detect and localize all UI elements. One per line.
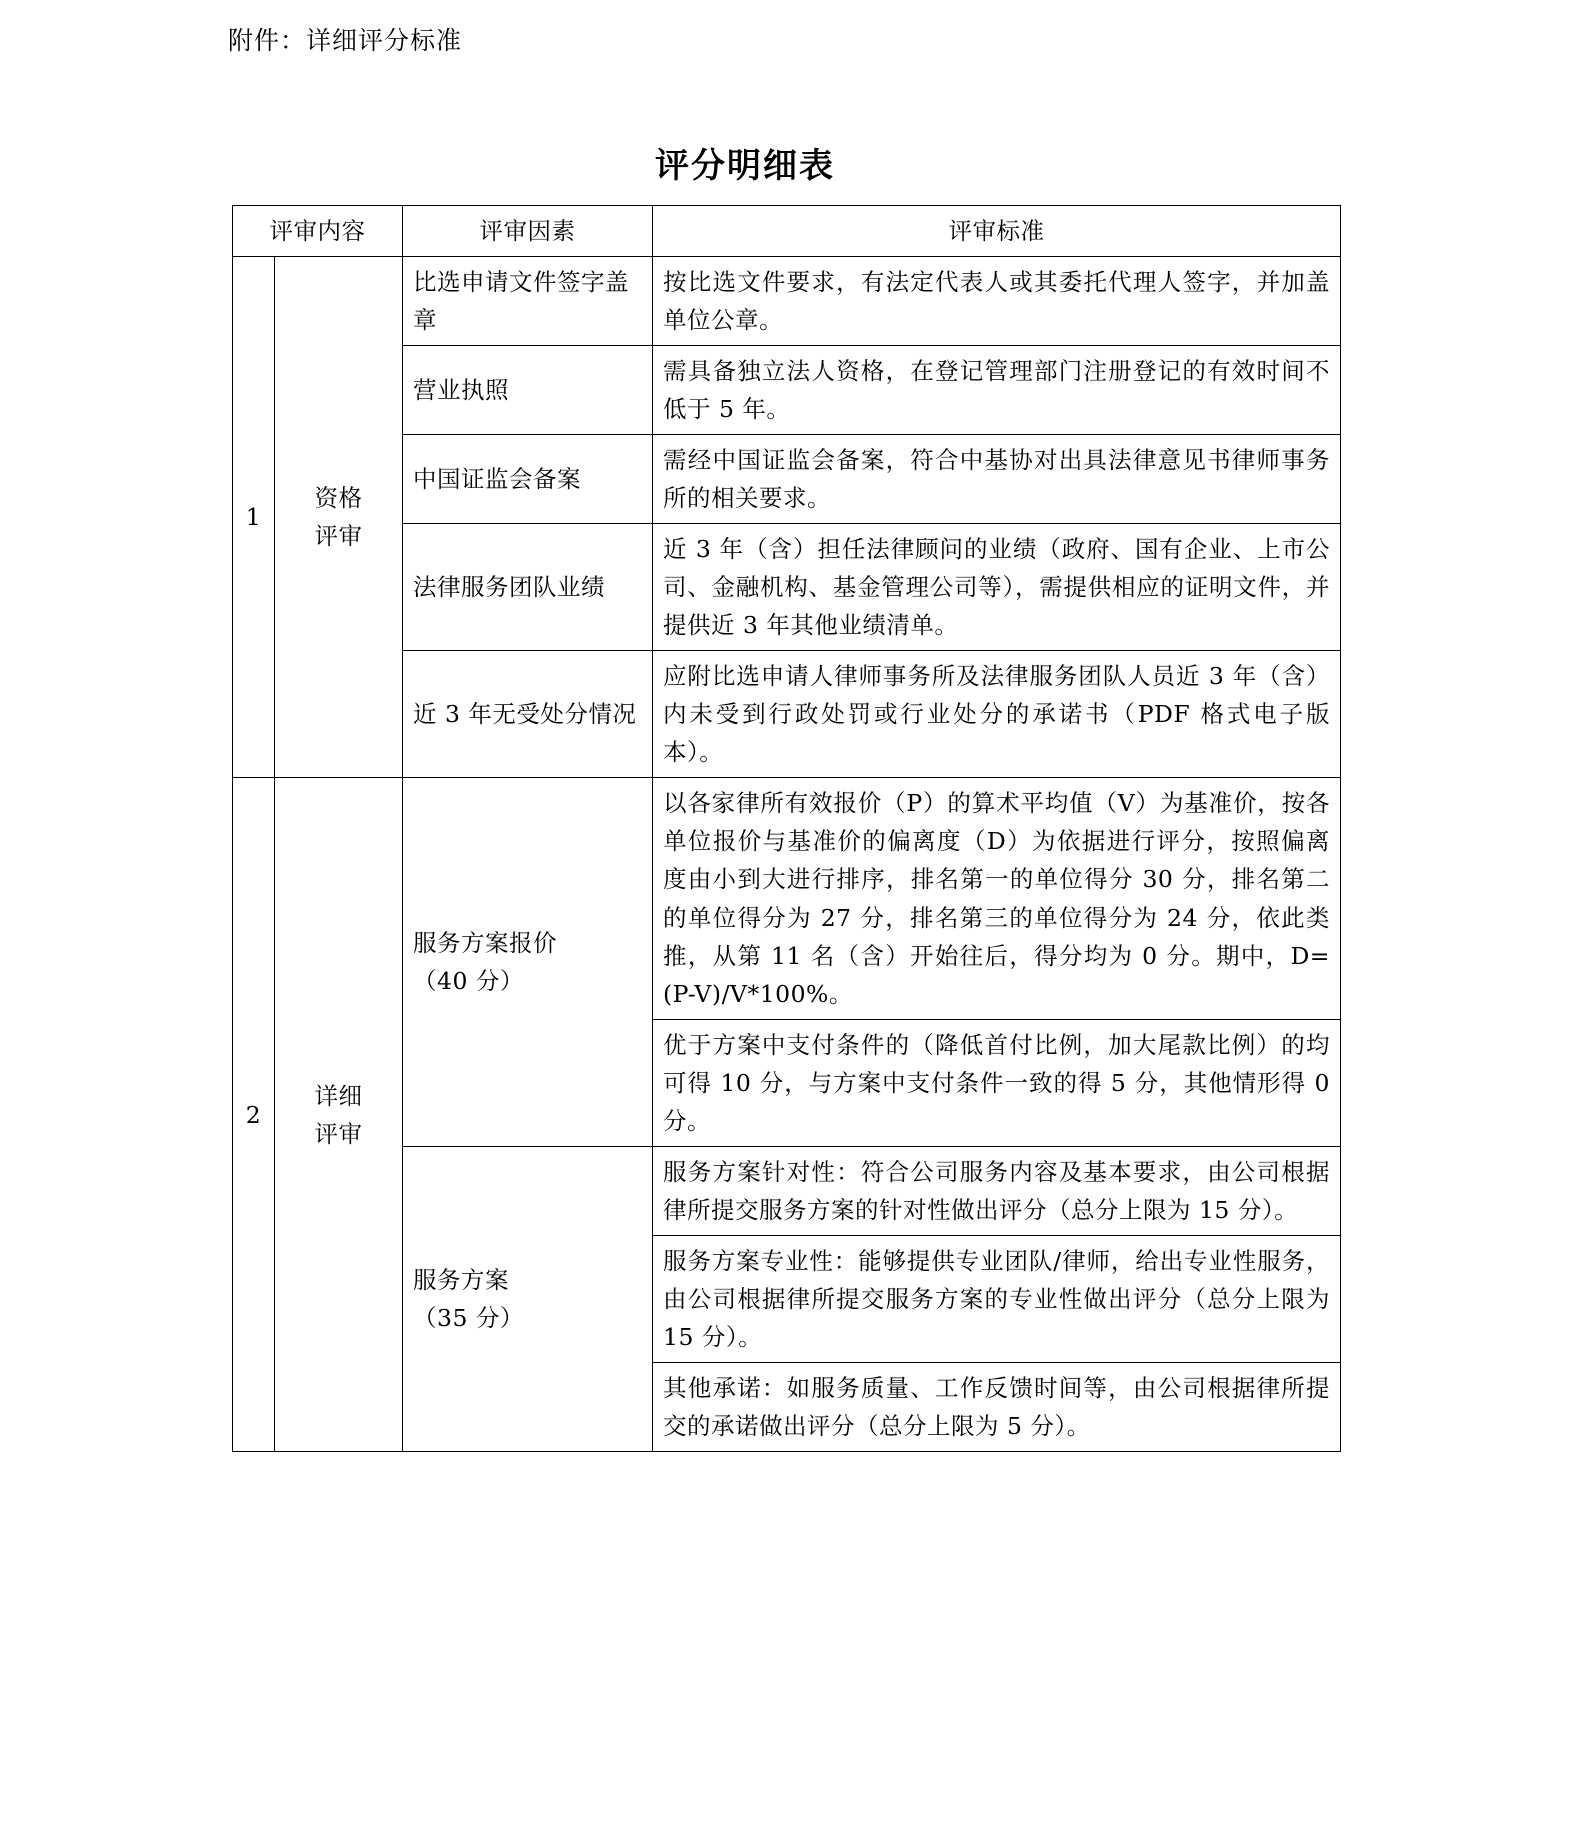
section-name-line: 评审 bbox=[314, 1119, 363, 1148]
attachment-note: 附件：详细评分标准 bbox=[228, 26, 463, 55]
review-factor-line: 服务方案报价 bbox=[413, 929, 557, 958]
review-factor: 比选申请文件签字盖章 bbox=[403, 256, 653, 345]
review-criteria: 近 3 年（含）担任法律顾问的业绩（政府、国有企业、上市公司、金融机构、基金管理公司等），需提供相应的证明文件，并提供近 3 年其他业绩清单。 bbox=[653, 523, 1341, 650]
table-body bbox=[233, 256, 1341, 1452]
review-criteria: 服务方案专业性：能够提供专业团队/律师，给出专业性服务，由公司根据律所提交服务方案的专业性做出评分（总分上限为 15 分）。 bbox=[653, 1236, 1341, 1363]
review-criteria: 应附比选申请人律师事务所及法律服务团队人员近 3 年（含）内未受到行政处罚或行业处分的承诺书（PDF 格式电子版本）。 bbox=[653, 651, 1341, 778]
table-row bbox=[233, 256, 1341, 345]
review-factor-line: （40 分） bbox=[413, 967, 524, 996]
header-review-factor: 评审因素 bbox=[403, 205, 653, 256]
table-row bbox=[233, 778, 1341, 1019]
review-factor: 营业执照 bbox=[403, 345, 653, 434]
review-factor: 近 3 年无受处分情况 bbox=[403, 651, 653, 778]
review-criteria: 优于方案中支付条件的（降低首付比例，加大尾款比例）的均可得 10 分，与方案中支付条件一致的得 5 分，其他情形得 0 分。 bbox=[653, 1019, 1341, 1146]
review-factor-line: 服务方案 bbox=[413, 1266, 509, 1295]
page-title: 评分明细表 bbox=[655, 145, 835, 186]
review-criteria: 以各家律所有效报价（P）的算术平均值（V）为基准价，按各单位报价与基准价的偏离度（D）为依据进行评分，按照偏离度由小到大进行排序，排名第一的单位得分 30 分，排名第二的单位得分为 27 分，排名第三的单位得分为 24 分，依此类推，从第 11 名（含）开始往后，得分均为 0 分。期中，D=(P-V)/V*100%。 bbox=[653, 778, 1341, 1019]
review-factor bbox=[403, 1146, 653, 1451]
section-index: 2 bbox=[233, 778, 275, 1452]
header-review-content: 评审内容 bbox=[233, 205, 403, 256]
header-review-criteria: 评审标准 bbox=[653, 205, 1341, 256]
review-criteria: 按比选文件要求，有法定代表人或其委托代理人签字，并加盖单位公章。 bbox=[653, 256, 1341, 345]
table-header-row bbox=[233, 205, 1341, 256]
section-name-line: 资格 bbox=[314, 483, 363, 512]
review-criteria: 服务方案针对性：符合公司服务内容及基本要求，由公司根据律所提交服务方案的针对性做出评分（总分上限为 15 分）。 bbox=[653, 1146, 1341, 1235]
section-name-line: 评审 bbox=[314, 521, 363, 550]
section-name bbox=[275, 778, 403, 1452]
review-factor: 中国证监会备案 bbox=[403, 434, 653, 523]
review-criteria: 其他承诺：如服务质量、工作反馈时间等，由公司根据律所提交的承诺做出评分（总分上限为 5 分）。 bbox=[653, 1363, 1341, 1452]
section-name-line: 详细 bbox=[314, 1081, 363, 1110]
scoring-detail-table bbox=[232, 205, 1341, 1453]
table-header bbox=[233, 205, 1341, 256]
section-name bbox=[275, 256, 403, 778]
review-factor-line: （35 分） bbox=[413, 1304, 524, 1333]
review-criteria: 需具备独立法人资格，在登记管理部门注册登记的有效时间不低于 5 年。 bbox=[653, 345, 1341, 434]
review-criteria: 需经中国证监会备案，符合中基协对出具法律意见书律师事务所的相关要求。 bbox=[653, 434, 1341, 523]
section-index: 1 bbox=[233, 256, 275, 778]
review-factor bbox=[403, 778, 653, 1147]
review-factor: 法律服务团队业绩 bbox=[403, 523, 653, 650]
